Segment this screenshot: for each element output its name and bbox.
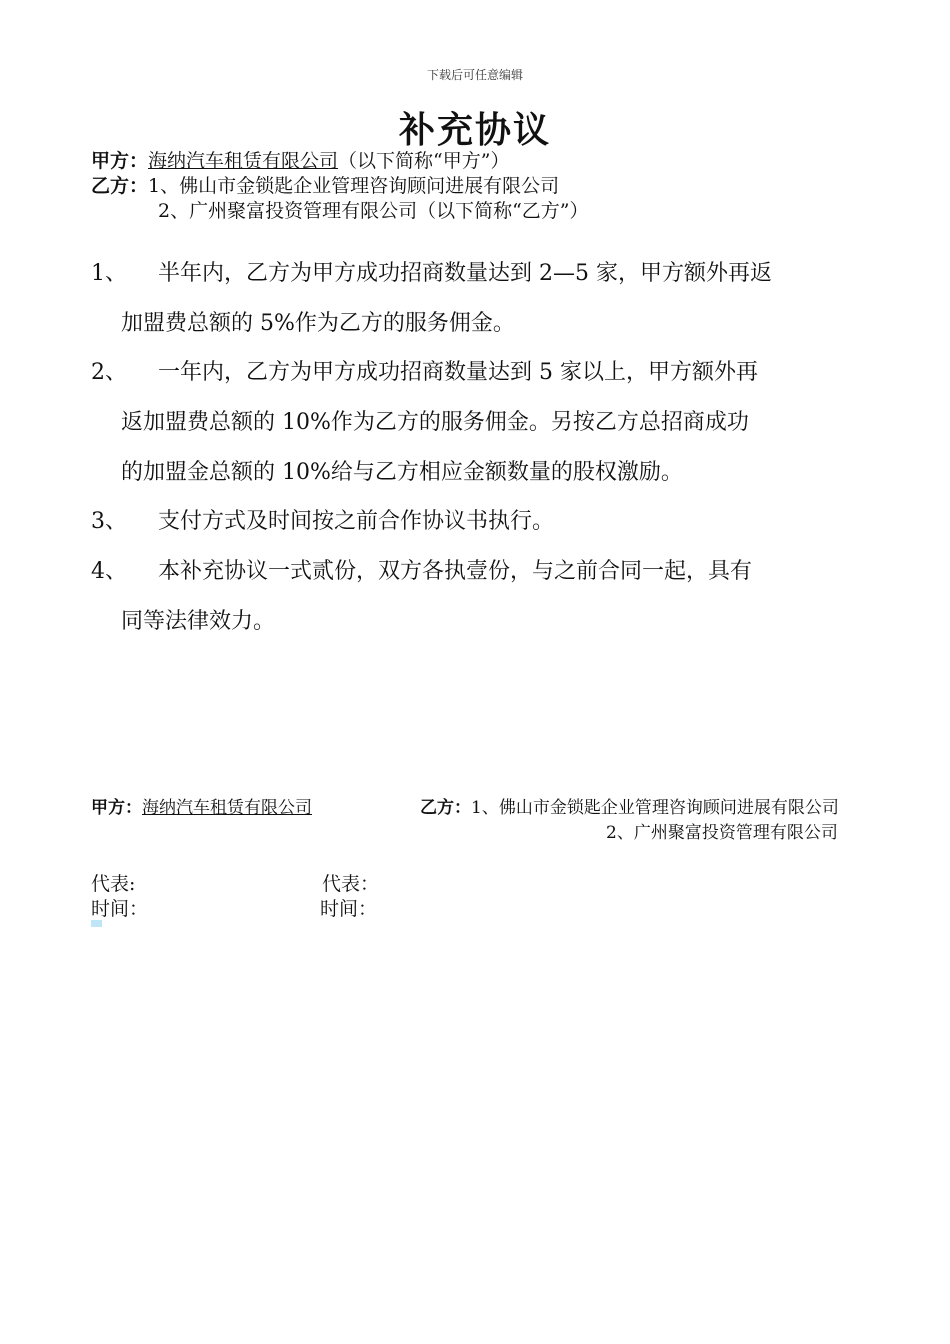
clause-2-line-2: 返加盟费总额的 10%作为乙方的服务佣金。另按乙方总招商成功 [121,410,749,435]
signature-party-a-label: 甲方： [91,798,142,818]
party-b-company-2: 2、广州聚富投资管理有限公司（以下简称“乙方”） [158,200,589,222]
time-label-b: 时间： [320,898,378,920]
document-title: 补充协议 [398,109,551,151]
representative-label-b: 代表： [322,873,380,895]
text-cursor-marker [91,920,102,927]
party-a-label: 甲方： [91,150,149,172]
clause-3-line-1: 支付方式及时间按之前合作协议书执行。 [158,509,555,534]
representative-label-a: 代表: [91,873,136,895]
time-label-a: 时间： [91,898,149,920]
signature-party-b [420,798,839,818]
party-a-name: 海纳汽车租赁有限公司 [148,150,339,172]
party-b-label: 乙方： [91,175,149,197]
party-b-line-1 [91,175,559,197]
signature-party-a [91,798,312,818]
clause-2-number: 2、 [91,360,127,385]
signature-party-b-label: 乙方： [420,798,471,818]
clause-3-number: 3、 [91,509,127,534]
signature-party-b-company-2: 2、广州聚富投资管理有限公司 [606,823,838,843]
header-note: 下载后可任意编辑 [426,68,523,82]
party-a-line [91,150,509,172]
clause-1-number: 1、 [91,261,127,286]
clause-2-line-3: 的加盟金总额的 10%给与乙方相应金额数量的股权激励。 [121,460,683,485]
clause-1-line-1: 半年内，乙方为甲方成功招商数量达到 2—5 家，甲方额外再返 [158,261,772,286]
clause-4-line-1: 本补充协议一式贰份，双方各执壹份，与之前合同一起，具有 [158,559,753,584]
party-b-company-1: 1、佛山市金锁匙企业管理咨询顾问进展有限公司 [148,175,560,197]
signature-party-a-name: 海纳汽车租赁有限公司 [142,798,312,818]
clause-1-line-2: 加盟费总额的 5%作为乙方的服务佣金。 [121,311,515,336]
clause-4-line-2: 同等法律效力。 [121,609,276,634]
signature-party-b-company-1: 1、佛山市金锁匙企业管理咨询顾问进展有限公司 [471,798,839,818]
clause-2-line-1: 一年内，乙方为甲方成功招商数量达到 5 家以上，甲方额外再 [158,360,758,385]
clause-4-number: 4、 [91,559,127,584]
party-a-alias: （以下简称“甲方”） [338,150,510,172]
